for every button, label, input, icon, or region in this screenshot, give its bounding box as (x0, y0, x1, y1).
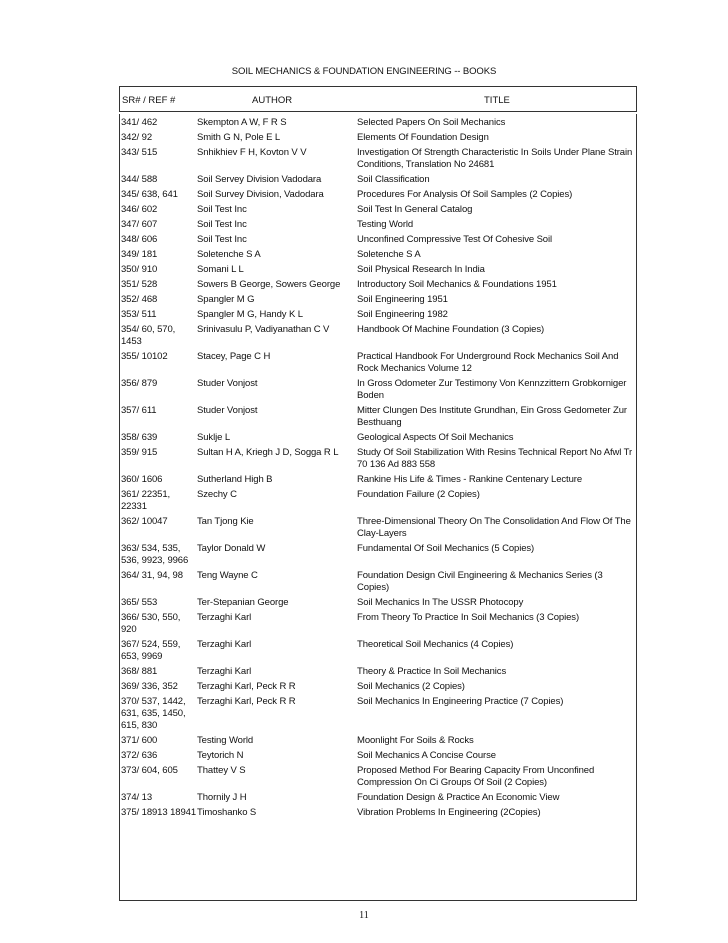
table-row (121, 750, 635, 765)
ref-cell: 352/ 468 (121, 294, 158, 305)
title-cell: Study Of Soil Stabilization With Resins Technical Report No Afwl Tr 70 136 Ad 883 558 (357, 447, 633, 470)
title-cell: Soil Mechanics In The USSR Photocopy (357, 597, 524, 608)
author-cell: Studer Vonjost (197, 405, 258, 416)
table-row (121, 117, 635, 132)
table-row (121, 597, 635, 612)
title-cell: Introductory Soil Mechanics & Foundations 1951 (357, 279, 557, 290)
title-cell: Foundation Failure (2 Copies) (357, 489, 480, 500)
title-cell: Soil Classification (357, 174, 430, 185)
author-cell: Spangler M G (197, 294, 255, 305)
ref-cell: 369/ 336, 352 (121, 681, 178, 692)
ref-cell: 346/ 602 (121, 204, 158, 215)
title-cell: Mitter Clungen Des Institute Grundhan, Ein Gross Gedometer Zur Besthuang (357, 405, 627, 428)
table-row (121, 204, 635, 219)
ref-cell: 356/ 879 (121, 378, 158, 389)
ref-cell: 370/ 537, 1442, 631, 635, 1450, 615, 830 (121, 696, 186, 731)
ref-cell: 364/ 31, 94, 98 (121, 570, 183, 581)
author-cell: Suklje L (197, 432, 230, 443)
author-cell: Thornily J H (197, 792, 247, 803)
table-row (121, 765, 635, 792)
ref-cell: 350/ 910 (121, 264, 158, 275)
ref-cell: 343/ 515 (121, 147, 158, 158)
title-cell: Geological Aspects Of Soil Mechanics (357, 432, 514, 443)
ref-cell: 365/ 553 (121, 597, 158, 608)
author-cell: Ter-Stepanian George (197, 597, 289, 608)
table-row (121, 696, 635, 735)
table-row (121, 249, 635, 264)
ref-cell: 358/ 639 (121, 432, 158, 443)
author-cell: Sutherland High B (197, 474, 273, 485)
author-cell: Timoshanko S (197, 807, 257, 818)
title-cell: Theoretical Soil Mechanics (4 Copies) (357, 639, 514, 650)
author-cell: Terzaghi Karl, Peck R R (197, 681, 296, 692)
table-row (121, 219, 635, 234)
title-cell: Soil Mechanics A Concise Course (357, 750, 496, 761)
author-cell: Smith G N, Pole E L (197, 132, 281, 143)
ref-cell: 354/ 60, 570, 1453 (121, 324, 176, 347)
author-cell: Szechy C (197, 489, 237, 500)
title-cell: Fundamental Of Soil Mechanics (5 Copies) (357, 543, 535, 554)
ref-cell: 372/ 636 (121, 750, 158, 761)
author-cell: Taylor Donald W (197, 543, 266, 554)
table-row (121, 147, 635, 174)
table-row (121, 294, 635, 309)
title-cell: Testing World (357, 219, 414, 230)
table-row (121, 639, 635, 666)
column-header-title: TITLE (484, 95, 510, 106)
ref-cell: 353/ 511 (121, 309, 157, 320)
ref-cell: 363/ 534, 535, 536, 9923, 9966 (121, 543, 189, 566)
title-cell: Proposed Method For Bearing Capacity From Unconfined Compression On Ci Groups Of Soil (2 Copies) (357, 765, 595, 788)
author-cell: Soil Survey Division, Vadodara (197, 189, 324, 200)
author-cell: Soletenche S A (197, 249, 261, 260)
table-row (121, 447, 635, 474)
table-row (121, 681, 635, 696)
ref-cell: 355/ 10102 (121, 351, 168, 362)
title-cell: Soil Engineering 1982 (357, 309, 448, 320)
author-cell: Terzaghi Karl (197, 612, 252, 623)
title-cell: Soil Mechanics In Engineering Practice (7 Copies) (357, 696, 564, 707)
title-cell: Soil Engineering 1951 (357, 294, 448, 305)
ref-cell: 349/ 181 (121, 249, 158, 260)
author-cell: Teng Wayne C (197, 570, 258, 581)
title-cell: Moonlight For Soils & Rocks (357, 735, 474, 746)
table-row (121, 309, 635, 324)
table-row (121, 378, 635, 405)
title-cell: Unconfined Compressive Test Of Cohesive Soil (357, 234, 553, 245)
table-row (121, 405, 635, 432)
ref-cell: 357/ 611 (121, 405, 157, 416)
table-row (121, 612, 635, 639)
author-cell: Spangler M G, Handy K L (197, 309, 303, 320)
title-cell: Theory & Practice In Soil Mechanics (357, 666, 507, 677)
column-header-author: AUTHOR (252, 95, 293, 106)
title-cell: Practical Handbook For Underground Rock Mechanics Soil And Rock Mechanics Volume 12 (357, 351, 619, 374)
author-cell: Stacey, Page C H (197, 351, 271, 362)
table-row (121, 792, 635, 807)
author-cell: Soil Test Inc (197, 204, 247, 215)
table-row (121, 324, 635, 351)
table-row (121, 174, 635, 189)
ref-cell: 366/ 530, 550, 920 (121, 612, 181, 635)
author-cell: Soil Test Inc (197, 234, 247, 245)
page-title: SOIL MECHANICS & FOUNDATION ENGINEERING -- BOOKS (231, 66, 497, 77)
title-cell: Foundation Design & Practice An Economic View (357, 792, 560, 803)
title-cell: Rankine His Life & Times - Rankine Centenary Lecture (357, 474, 583, 485)
page-number: 11 (359, 910, 369, 921)
table-row (121, 516, 635, 543)
ref-cell: 342/ 92 (121, 132, 152, 143)
ref-cell: 359/ 915 (121, 447, 158, 458)
title-cell: Soil Mechanics (2 Copies) (357, 681, 465, 692)
title-cell: Handbook Of Machine Foundation (3 Copies) (357, 324, 545, 335)
title-cell: Selected Papers On Soil Mechanics (357, 117, 506, 128)
table-row (121, 432, 635, 447)
table-body (121, 117, 635, 822)
table-row (121, 735, 635, 750)
ref-cell: 374/ 13 (121, 792, 152, 803)
table-row (121, 264, 635, 279)
title-cell: Investigation Of Strength Characteristic In Soils Under Plane Strain Conditions, Translation No 24681 (357, 147, 633, 170)
author-cell: Soil Servey Division Vadodara (197, 174, 322, 185)
table-row (121, 132, 635, 147)
title-cell: Elements Of Foundation Design (357, 132, 489, 143)
ref-cell: 344/ 588 (121, 174, 158, 185)
title-cell: Three-Dimensional Theory On The Consolidation And Flow Of The Clay-Layers (357, 516, 631, 539)
ref-cell: 371/ 600 (121, 735, 158, 746)
ref-cell: 367/ 524, 559, 653, 9969 (121, 639, 181, 662)
author-cell: Soil Test Inc (197, 219, 247, 230)
ref-cell: 375/ 18913 18941 (121, 807, 197, 818)
author-cell: Snhikhiev F H, Kovton V V (197, 147, 307, 158)
ref-cell: 347/ 607 (121, 219, 158, 230)
title-cell: From Theory To Practice In Soil Mechanics (3 Copies) (357, 612, 580, 623)
author-cell: Testing World (197, 735, 254, 746)
table-row (121, 189, 635, 204)
ref-cell: 345/ 638, 641 (121, 189, 178, 200)
author-cell: Sultan H A, Kriegh J D, Sogga R L (197, 447, 339, 458)
table-row (121, 234, 635, 249)
author-cell: Studer Vonjost (197, 378, 258, 389)
ref-cell: 373/ 604, 605 (121, 765, 178, 776)
table-row (121, 543, 635, 570)
table-row (121, 666, 635, 681)
title-cell: Foundation Design Civil Engineering & Mechanics Series (3 Copies) (357, 570, 603, 593)
books-table (119, 114, 637, 901)
table-header (119, 86, 637, 112)
table-row (121, 351, 635, 378)
title-cell: Soil Test In General Catalog (357, 204, 473, 215)
table-row (121, 489, 635, 516)
table-row (121, 807, 635, 822)
column-header-ref: SR# / REF # (122, 95, 176, 106)
table-row (121, 570, 635, 597)
author-cell: Thattey V S (197, 765, 246, 776)
title-cell: Vibration Problems In Engineering (2Copies) (357, 807, 541, 818)
author-cell: Skempton A W, F R S (197, 117, 287, 128)
author-cell: Terzaghi Karl, Peck R R (197, 696, 296, 707)
ref-cell: 360/ 1606 (121, 474, 163, 485)
ref-cell: 348/ 606 (121, 234, 158, 245)
title-cell: Soil Physical Research In India (357, 264, 485, 275)
ref-cell: 361/ 22351, 22331 (121, 489, 171, 512)
author-cell: Tan Tjong Kie (197, 516, 254, 527)
author-cell: Terzaghi Karl (197, 666, 252, 677)
table-row (121, 474, 635, 489)
author-cell: Terzaghi Karl (197, 639, 252, 650)
ref-cell: 368/ 881 (121, 666, 158, 677)
author-cell: Sowers B George, Sowers George (197, 279, 341, 290)
author-cell: Teytorich N (197, 750, 244, 761)
title-cell: In Gross Odometer Zur Testimony Von Kennzzittern Grobkorniger Boden (357, 378, 627, 401)
ref-cell: 362/ 10047 (121, 516, 168, 527)
title-cell: Soletenche S A (357, 249, 421, 260)
author-cell: Srinivasulu P, Vadiyanathan C V (197, 324, 330, 335)
table-row (121, 279, 635, 294)
ref-cell: 341/ 462 (121, 117, 158, 128)
title-cell: Procedures For Analysis Of Soil Samples (2 Copies) (357, 189, 573, 200)
author-cell: Somani L L (197, 264, 244, 275)
ref-cell: 351/ 528 (121, 279, 158, 290)
